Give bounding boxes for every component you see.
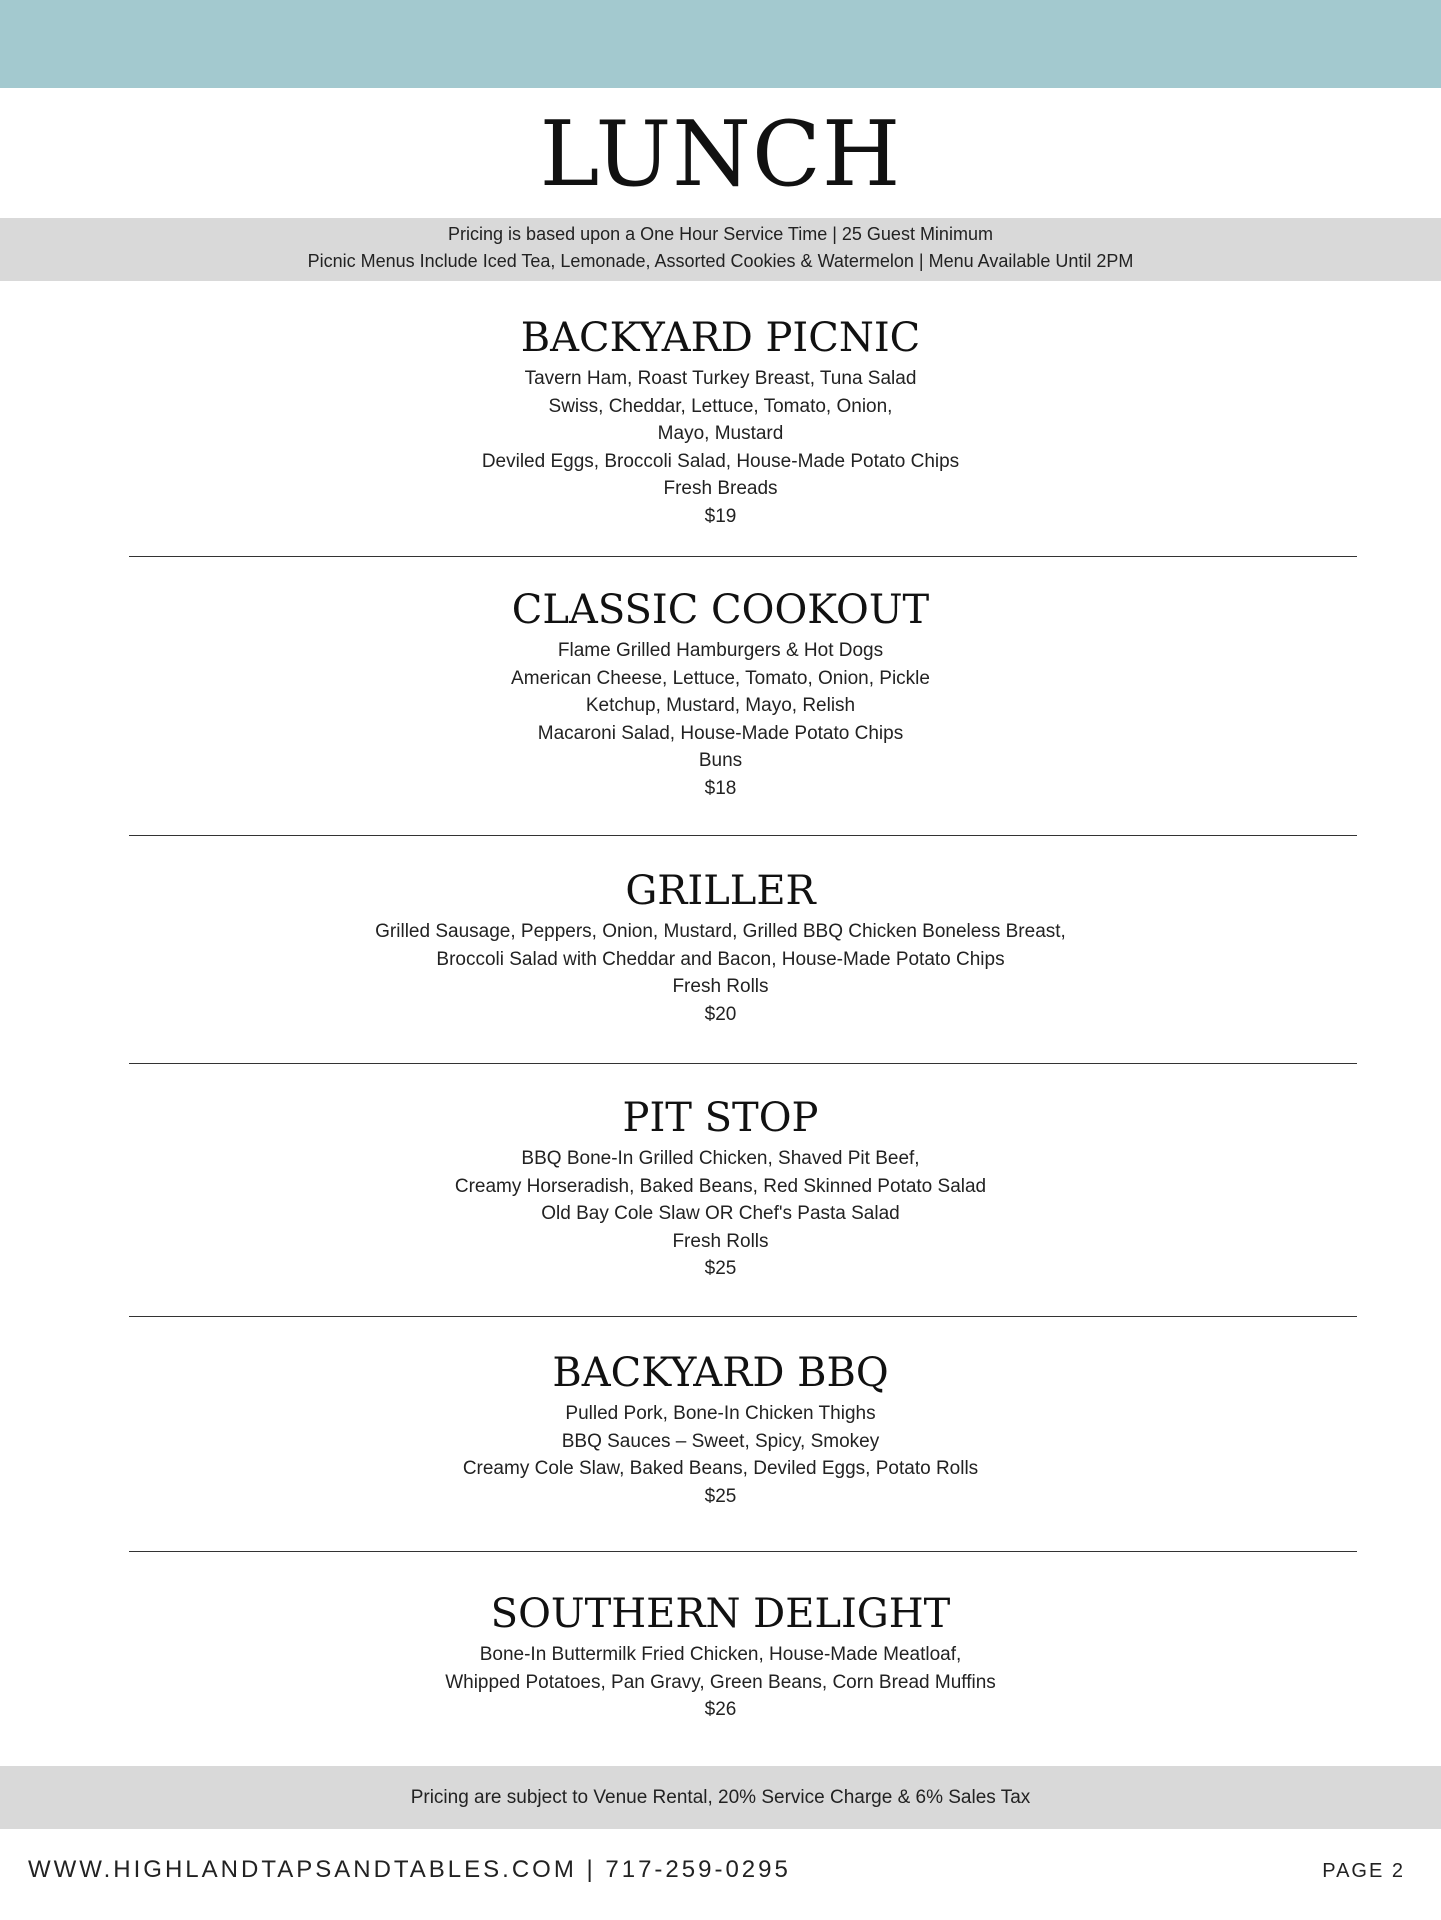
menu-section-southern-delight: [0, 1589, 1441, 1724]
menu-price: $25: [704, 1485, 737, 1507]
info-line: Pricing is based upon a One Hour Service Time | 25 Guest Minimum: [448, 224, 993, 244]
section-divider: [129, 1063, 1357, 1064]
menu-item-line: Ketchup, Mustard, Mayo, Relish: [585, 695, 856, 716]
page-number: PAGE 2: [1322, 1860, 1405, 1882]
menu-item-line: Buns: [698, 750, 743, 771]
top-accent-band: [0, 0, 1441, 88]
menu-item-line: Creamy Horseradish, Baked Beans, Red Skinned Potato Salad: [454, 1175, 987, 1197]
footer-contact: WWW.HIGHLANDTAPSANDTABLES.COM | 717-259-0295: [28, 1856, 791, 1883]
menu-price: $26: [704, 1699, 737, 1720]
menu-item-line: American Cheese, Lettuce, Tomato, Onion, Pickle: [511, 667, 930, 689]
menu-item-line: Fresh Breads: [663, 478, 778, 499]
menu-price: $18: [704, 777, 737, 799]
page-title: LUNCH: [539, 102, 902, 207]
menu-item-line: Deviled Eggs, Broccoli Salad, House-Made Potato Chips: [481, 450, 960, 472]
menu-item-line: Macaroni Salad, House-Made Potato Chips: [537, 722, 904, 744]
menu-item-line: Tavern Ham, Roast Turkey Breast, Tuna Salad: [524, 368, 917, 389]
menu-price: $20: [704, 1003, 737, 1025]
menu-price: $25: [704, 1258, 737, 1279]
pricing-note-band: Pricing are subject to Venue Rental, 20% Service Charge & 6% Sales Tax: [0, 1766, 1441, 1829]
pricing-info-band: [0, 218, 1441, 281]
menu-item-line: Bone-In Buttermilk Fried Chicken, House-Made Meatloaf,: [479, 1644, 962, 1665]
menu-item-line: Broccoli Salad with Cheddar and Bacon, House-Made Potato Chips: [436, 948, 1005, 970]
menu-title: SOUTHERN DELIGHT: [490, 1591, 951, 1637]
menu-item-line: BBQ Bone-In Grilled Chicken, Shaved Pit Beef,: [521, 1148, 920, 1169]
menu-item-line: Pulled Pork, Bone-In Chicken Thighs: [565, 1403, 876, 1424]
menu-title: GRILLER: [625, 868, 816, 914]
menu-section-pit-stop: [0, 1093, 1441, 1283]
section-divider: [129, 556, 1357, 557]
section-divider: [129, 1316, 1357, 1317]
menu-section-classic-cookout: [0, 585, 1441, 802]
menu-item-line: Flame Grilled Hamburgers & Hot Dogs: [557, 640, 884, 661]
menu-item-line: Creamy Cole Slaw, Baked Beans, Deviled Eggs, Potato Rolls: [462, 1458, 979, 1479]
menu-item-line: BBQ Sauces – Sweet, Spicy, Smokey: [561, 1430, 880, 1452]
menu-section-backyard-picnic: [0, 313, 1441, 530]
section-divider: [129, 835, 1357, 836]
menu-section-griller: [0, 866, 1441, 1028]
menu-item-line: Whipped Potatoes, Pan Gravy, Green Beans, Corn Bread Muffins: [445, 1671, 996, 1693]
section-divider: [129, 1551, 1357, 1552]
menu-item-line: Grilled Sausage, Peppers, Onion, Mustard, Grilled BBQ Chicken Boneless Breast,: [375, 921, 1066, 942]
menu-item-line: Fresh Rolls: [672, 976, 769, 997]
info-line: Picnic Menus Include Iced Tea, Lemonade, Assorted Cookies & Watermelon | Menu Available Until 2PM: [307, 251, 1134, 271]
menu-item-line: Swiss, Cheddar, Lettuce, Tomato, Onion,: [548, 395, 893, 417]
menu-price: $19: [704, 505, 737, 527]
menu-title: BACKYARD BBQ: [552, 1350, 889, 1396]
menu-title: BACKYARD PICNIC: [520, 315, 921, 361]
menu-title: PIT STOP: [622, 1095, 819, 1141]
menu-item-line: Mayo, Mustard: [657, 423, 784, 444]
menu-item-line: Old Bay Cole Slaw OR Chef's Pasta Salad: [541, 1203, 900, 1224]
menu-title: CLASSIC COOKOUT: [511, 587, 930, 633]
menu-item-line: Fresh Rolls: [672, 1230, 769, 1252]
menu-section-backyard-bbq: [0, 1348, 1441, 1510]
